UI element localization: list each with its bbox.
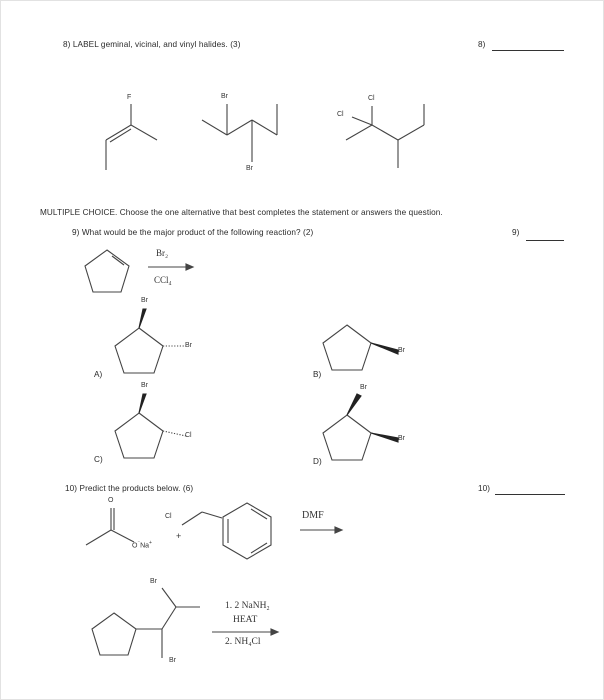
choice-d-br-top: Br: [360, 384, 367, 391]
choice-c-cl-side: Cl: [185, 432, 192, 439]
q9-reagent-bottom: CCl₄: [154, 275, 172, 285]
choice-a-br-top: Br: [141, 297, 148, 304]
q10-part2-reagent-heat: HEAT: [233, 615, 258, 625]
q8-atom-br-top: Br: [221, 93, 228, 100]
q10-part2-br-bottom: Br: [169, 657, 176, 664]
q8-number: 8): [478, 40, 486, 49]
q9-prompt: 9) What would be the major product of the following reaction? (2): [72, 228, 314, 237]
q8-atom-f: F: [127, 94, 132, 101]
choice-d-letter[interactable]: D): [313, 457, 322, 466]
choice-c-br-top: Br: [141, 382, 148, 389]
q10-acetate-na: Na: [140, 542, 150, 550]
q10-acetate-anion: [132, 540, 152, 549]
q10-acetate-minus: ⁻: [137, 540, 141, 546]
q9-reagent-top: Br₂: [156, 248, 169, 258]
q10-part2-reagent-2: 2. NH₄Cl: [225, 637, 261, 647]
q10-plus-sign: +: [176, 531, 182, 541]
choice-a-letter[interactable]: A): [94, 370, 103, 379]
q10-prompt: 10) Predict the products below. (6): [65, 484, 194, 493]
q8-atom-cl-top: Cl: [368, 95, 375, 102]
q10-number: 10): [478, 484, 491, 493]
choice-b-letter[interactable]: B): [313, 370, 322, 379]
q10-acetate-o: O: [108, 497, 114, 504]
choice-c-letter[interactable]: C): [94, 455, 103, 464]
q10-solvent-dmf: DMF: [302, 510, 324, 521]
mc-header: MULTIPLE CHOICE. Choose the one alternative that best completes the statement or answers the question.: [40, 208, 443, 217]
q9-number: 9): [512, 228, 520, 237]
q8-atom-br-bottom: Br: [246, 165, 253, 172]
q10-benzyl-cl: Cl: [165, 513, 172, 520]
choice-a-br-side: Br: [185, 342, 192, 349]
choice-b-br-side: Br: [398, 347, 405, 354]
q10-part2-reagent-1: 1. 2 NaNH₂: [225, 601, 270, 611]
q8-atom-cl-left: Cl: [337, 111, 344, 118]
q8-prompt: 8) LABEL geminal, vicinal, and vinyl halides. (3): [63, 40, 241, 49]
q10-part2-br-top: Br: [150, 578, 157, 585]
q10-acetate-plus: +: [149, 540, 152, 546]
q10-acetate-anion-o: O: [132, 542, 138, 550]
choice-d-br-side: Br: [398, 435, 405, 442]
